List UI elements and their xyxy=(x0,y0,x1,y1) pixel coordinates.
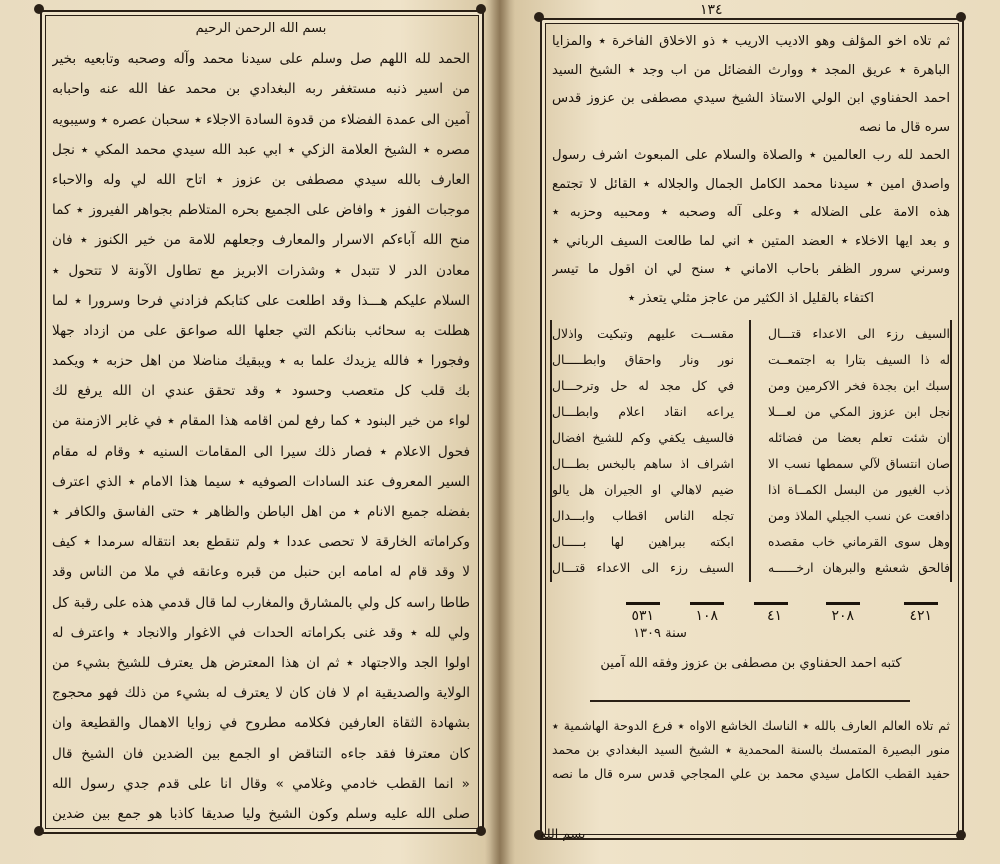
text-line: هذه الامة على الضلاله ٭ وعلى آله وصحبه ٭ ومحبيه وحزبه ٭ xyxy=(552,205,950,220)
poem-verse xyxy=(552,554,950,582)
text-line: بك قلب كل متعصب وحسود ٭ وقد تحقق عندي ان الله يرفع لك xyxy=(52,383,470,400)
text-line: السير المعروف عند السادات الصوفيه ٭ سيما هذا الامام ٭ الذي اعترف xyxy=(52,473,470,490)
text-line: العارف بالله سيدي مصطفى بن عزوز ٭ اتاح الله لي وله والاحباء xyxy=(52,171,470,188)
text-line: وفجورا ٭ فالله يزيدك علما به ٭ ويبقيك مناضلا من اهل حزبه ٭ ويكمد xyxy=(52,353,470,370)
frame-corner-ornament xyxy=(34,4,44,14)
chronogram-bar xyxy=(826,602,860,605)
text-line: الباهرة ٭ عريق المجد ٭ ووارث الفضائل من اب وجد ٭ الشيخ السيد xyxy=(552,62,950,78)
verse-second-hemistich: نور ونار واحقاق وابطـــــال xyxy=(552,352,734,367)
poem-verse xyxy=(552,346,950,374)
poem-verse xyxy=(552,476,950,504)
verse-second-hemistich: ابكته ببراهين لها بـــــال xyxy=(552,534,734,549)
text-line: احمد الحفناوي ابن الولي الاستاذ الشيخ سيدي مصطفى بن عزوز قدس xyxy=(552,91,950,106)
text-line: موجبات الفوز ٭ وافاض على الجميع بحره المتلاطم بجواهر الفيروز ٭ كما xyxy=(52,202,470,219)
chronogram-bar xyxy=(690,602,724,605)
poem-verse xyxy=(552,320,950,348)
next-entry-text xyxy=(552,714,950,786)
text-line: الولاية والصديقية ام لا فان كان لا يعترف له بشيء من ذلك فهو محجوج xyxy=(52,685,470,702)
text-line: معادن الدر لا تتبدل ٭ وشذرات الابريز مع تطاول الآونة لا تتحول ٭ xyxy=(52,262,470,279)
text-line: الحمد لله اللهم صل وسلم على سيدنا محمد وآله وصحبه وتابعيه بخير xyxy=(52,51,470,68)
verse-second-hemistich: مقســت عليهم وتبكيت واذلال xyxy=(552,326,734,341)
text-line: ولي لله ٭ وقد غنى بكراماته الحدات في الاغوار والانجاد ٭ واعترف له xyxy=(52,624,470,641)
chronogram-number: ٤٢١ xyxy=(909,608,932,624)
chronogram-number: ٤١ xyxy=(766,608,782,624)
poem-verse xyxy=(552,528,950,556)
text-line: لواء من خير البنود ٭ كما رفع لمن اقامه هذا المقام ٭ في غابر الازمنة من xyxy=(52,413,470,430)
verse-second-hemistich: السيف رزء الى الاعداء قتـــال xyxy=(552,560,734,575)
poem-verse xyxy=(552,398,950,426)
verse-first-hemistich: سبك ابن بجدة فخر الاكرمين ومن xyxy=(768,378,950,393)
text-line: منور البصيرة المتمسك بالسنة المحمدية ٭ الشيخ السيد البغدادي بن محمد xyxy=(552,742,950,757)
verse-first-hemistich: ذب الغيور من البسل الكمــاة اذا xyxy=(768,482,950,497)
frame-corner-ornament xyxy=(956,830,966,840)
verse-first-hemistich: نجل ابن عزوز المكي من لعـــلا xyxy=(768,404,950,419)
chronogram-bar xyxy=(904,602,938,605)
chronogram-bar xyxy=(754,602,788,605)
verse-first-hemistich: فالحق شعشع والبرهان ارخــــــه xyxy=(768,560,950,575)
right-page-text xyxy=(552,28,950,313)
left-page-text xyxy=(52,14,470,829)
verse-second-hemistich: ضيم لاهالي او الجيران هل يالو xyxy=(552,482,734,497)
verse-second-hemistich: في كل مجد له حل وترحـــال xyxy=(552,378,734,393)
frame-corner-ornament xyxy=(956,12,966,22)
page-number: ١٣٤ xyxy=(700,2,723,18)
section-separator xyxy=(590,700,910,702)
text-line: ثم تلاه اخو المؤلف وهو الاديب الاريب ٭ ذو الاخلاق الفاخرة ٭ والمزايا xyxy=(552,34,950,49)
text-line: من اسير ذنبه مستغفر ربه البغدادي بن محمد عفا الله عنه واحبابه xyxy=(52,81,470,98)
poem-verse xyxy=(552,450,950,478)
text-line: حفيد القطب الكامل سيدي محمد بن علي المجاجي قدس سره قال ما نصه xyxy=(552,766,950,781)
verse-first-hemistich: صان انتساق لآلي سمطها نسب الا xyxy=(768,456,950,471)
text-line: و بعد ايها الاخلاء ٭ العضد المتين ٭ اني لما طالعت السيف الرباني ٭ xyxy=(552,233,950,249)
text-line: طاطا راسه كل ولي بالمشارق والمغارب لما قال قدمي هذه على رقبة كل xyxy=(52,594,470,611)
verse-second-hemistich: تجله الناس اقطاب وابـــدال xyxy=(552,508,734,523)
poem-verse xyxy=(552,424,950,452)
poem-verse xyxy=(552,502,950,530)
text-line: مصره ٭ الشيخ العلامة الزكي ٭ ابي عبد الله سيدي محمد المكي ٭ نجل xyxy=(52,141,470,158)
text-line: فحول الاعلام ٭ فصار ذلك سيرا الى المقامات السنيه ٭ وقام له مقام xyxy=(52,443,470,460)
text-line: السلام عليكم هـــذا وقد اطلعت على كتابكم فزادني فرحا وسرورا ٭ لما xyxy=(52,292,470,309)
text-line: بفضله جميع الانام ٭ من اهل الباطن والظاهر ٭ حتى الفاسق والكافر ٭ xyxy=(52,504,470,520)
text-line: سره قال ما نصه xyxy=(859,119,950,135)
text-line: صلى الله عليه وسلم وكون الشيخ وليا صديقا كاذبا هو جمع بين ضدين xyxy=(52,805,470,822)
text-line: منح الله آباءكم الاسرار والمعارف وجعلهم للامة من خير الكنوز ٭ فان xyxy=(52,232,470,249)
text-line: بشهادة الثقاة العارفين فكلامه مطروح في زوايا الاهمال والقطيعة وان xyxy=(52,715,470,732)
text-line: ثم تلاه العالم العارف بالله ٭ الناسك الخاشع الاواه ٭ فرع الدوحة الهاشمية ٭ xyxy=(552,718,950,733)
verse-first-hemistich: دافعت عن نسب الجيلي الملاذ ومن xyxy=(768,508,950,523)
chronogram-number: ١٠٨ xyxy=(695,608,718,624)
text-line: لا وقد قام له امامه ابن حنبل من قبره وعانقه في ملا من الناس وقد xyxy=(52,564,470,581)
text-line: اكتفاء بالقليل اذ الكثير من عاجز مثلي يتعذر ٭ xyxy=(627,290,875,306)
poem-verse xyxy=(552,372,950,400)
text-line: الحمد لله رب العالمين ٭ والصلاة والسلام على المبعوث اشرف رسول xyxy=(552,148,950,163)
catchword: بسم الله xyxy=(540,826,586,841)
signature-line: كتبه احمد الحفناوي بن مصطفى بن عزوز وفقه الله آمين xyxy=(600,656,902,671)
frame-corner-ornament xyxy=(534,12,544,22)
chronogram-number: ٥٣١ xyxy=(631,608,654,624)
chronogram-year: سنة ١٣٠٩ xyxy=(633,626,687,641)
poem-border-right xyxy=(950,320,952,582)
poem-table xyxy=(552,320,950,582)
frame-corner-ornament xyxy=(34,826,44,836)
text-line: هطلت به سحائب بنانكم التي جعلها الله صواعق على من ازداد جهلا xyxy=(52,322,470,339)
text-line: واصدق امين ٭ سيدنا محمد الكامل الجمال والجلاله ٭ القائل لا تجتمع xyxy=(552,176,950,192)
verse-second-hemistich: فالسيف يكفي وكم للشيخ افضال xyxy=(552,430,734,445)
verse-second-hemistich: اشراف اذ ساهم بالبخس بطـــال xyxy=(552,456,734,471)
text-line: وسرني سرور الظفر باحاب الاماني ٭ سنح لي ان اقول ما تيسر xyxy=(552,262,950,277)
text-line: « انما القطب خادمي وغلامي » وقال انا على قدم جدي رسول الله xyxy=(52,775,470,792)
text-line: آمين الى عمدة الفضلاء من قدوة السادة الاجلاء ٭ سحبان عصره ٭ وسيبويه xyxy=(52,111,470,128)
verse-second-hemistich: يراعه انقاد اعلام وابطـــال xyxy=(552,404,734,419)
basmala-heading: بسم الله الرحمن الرحيم xyxy=(195,21,327,36)
chronogram-bar xyxy=(626,602,660,605)
verse-first-hemistich: وهل سوى القرماني خاب مقصده xyxy=(768,534,950,549)
verse-first-hemistich: ان شئت تعلم بعضا من فضائله xyxy=(768,430,950,445)
text-line: اولوا الجد والاجتهاد ٭ ثم ان هذا المعترض هل يعترف للشيخ بشيء من xyxy=(52,654,470,671)
chronogram-number: ٢٠٨ xyxy=(831,608,854,624)
verse-first-hemistich: له ذا السيف بتارا به اجتمعــت xyxy=(768,352,950,367)
verse-first-hemistich: السيف رزء الى الاعداء قتـــال xyxy=(768,326,950,341)
text-line: وكراماته الخارقة لا تحصى عددا ٭ ولم تنقطع بعد انتقاله سرمدا ٭ كيف xyxy=(52,534,470,551)
book-gutter xyxy=(485,0,515,864)
text-line: كان معترفا فقد جاءه التناقض او الجمع بين الضدين فان الشيخ قال xyxy=(52,745,470,762)
